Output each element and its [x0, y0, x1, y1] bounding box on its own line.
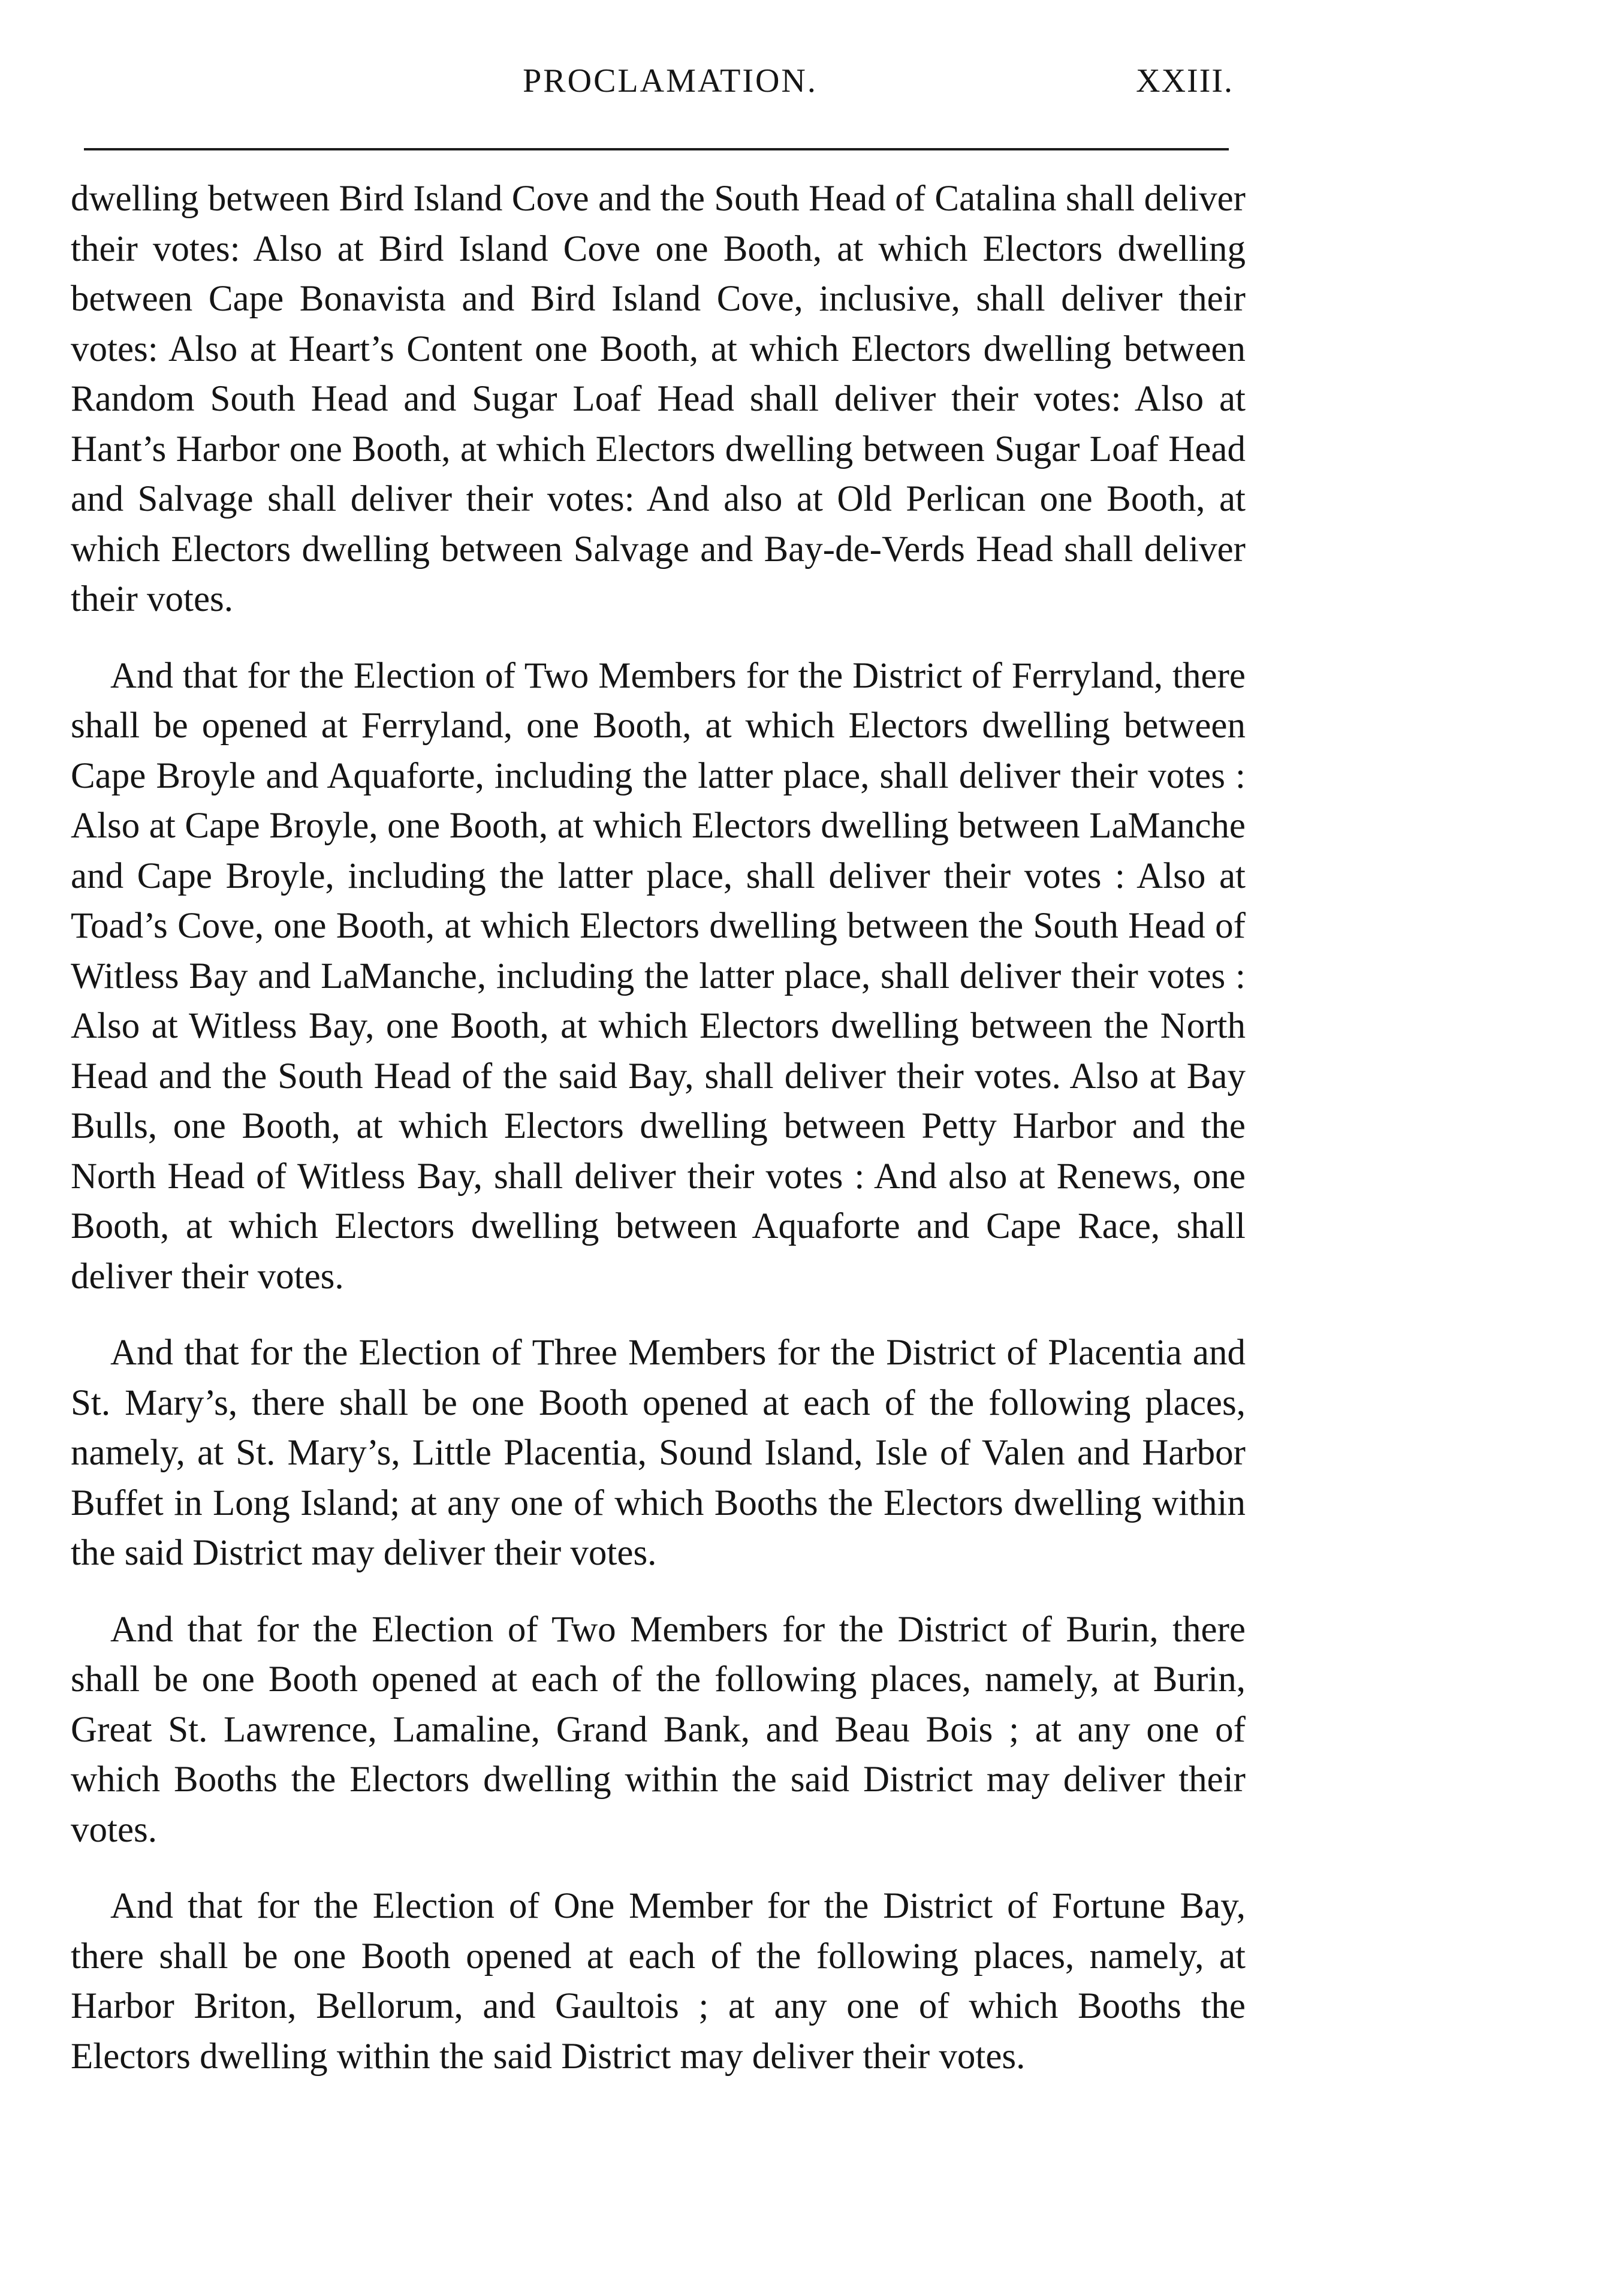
- running-head: [71, 57, 1246, 105]
- paragraph-burin: And that for the Election of Two Members for the District of Burin, there shall be one Booth opened at each of the following places, namely, at Burin, Great St. Lawrence, Lamaline, Grand Bank, and Beau Bois ; at any one of which Booths the Electors dwelling within the said District may deliver their votes.: [71, 1609, 1246, 1850]
- body-text: [71, 174, 1246, 2081]
- paragraph-placentia-st-marys: And that for the Election of Three Members for the District of Placentia and St. Mary’s, there shall be one Booth opened at each of the following places, namely, at St. Mary’s, Little Placentia, Sound Island, Isle of Valen and Harbor Buffet in Long Island; at any one of which Booths the Electors dwelling within the said District may deliver their votes.: [71, 1333, 1246, 1573]
- running-title: PROCLAMATION.: [523, 62, 818, 100]
- paragraph-fortune-bay: And that for the Election of One Member for the District of Fortune Bay, there shall be one Booth opened at each of the following places, namely, at Harbor Briton, Bellorum, and Gaultois ; at any one of which Booths the Electors dwelling within the said District may deliver their votes.: [71, 1886, 1246, 2077]
- paragraph-trinity-booths: dwelling between Bird Island Cove and the South Head of Catalina shall deliver their votes: Also at Bird Island Cove one Booth, at which Electors dwelling between Cape Bonavista and Bird Island Cove, inclusive, shall deliver their votes: Also at Heart’s Content one Booth, at which Electors dwelling between Random South Head and Sugar Loaf Head shall deliver their votes: Also at Hant’s Harbor one Booth, at which Electors dwelling between Sugar Loaf Head and Salvage shall deliver their votes: And also at Old Perlican one Booth, at which Electors dwelling between Salvage and Bay-de-Verds Head shall deliver their votes.: [71, 179, 1246, 619]
- paragraph-ferryland: And that for the Election of Two Members for the District of Ferryland, there shall be opened at Ferryland, one Booth, at which Electors dwelling between Cape Broyle and Aquaforte, including the latter place, shall deliver their votes : Also at Cape Broyle, one Booth, at which Electors dwelling between LaManche and Cape Broyle, including the latter place, shall deliver their votes : Also at Toad’s Cove, one Booth, at which Electors dwelling between the South Head of Witless Bay and LaManche, including the latter place, shall deliver their votes : Also at Witless Bay, one Booth, at which Electors dwelling between the North Head and the South Head of the said Bay, shall deliver their votes. Also at Bay Bulls, one Booth, at which Electors dwelling between Petty Harbor and the North Head of Witless Bay, shall deliver their votes : And also at Renews, one Booth, at which Electors dwelling between Aquaforte and Cape Race, shall deliver their votes.: [71, 655, 1246, 1297]
- page-number: XXIII.: [1136, 62, 1234, 100]
- header-rule: [84, 148, 1229, 150]
